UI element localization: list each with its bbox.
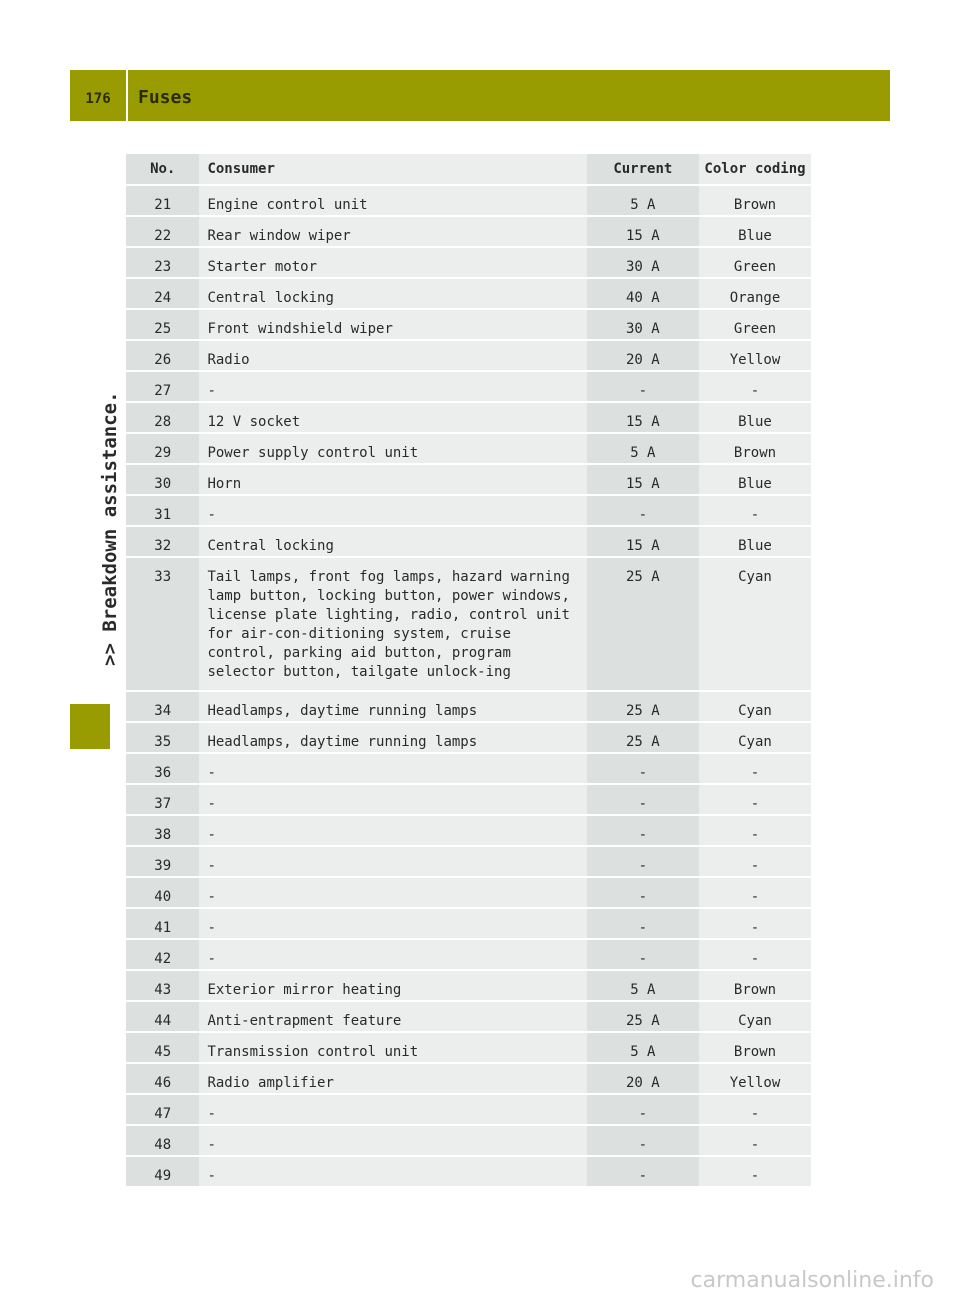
cell-color-coding: - [699,909,811,940]
cell-consumer: Central locking [199,279,586,310]
cell-fuse-number: 48 [126,1126,199,1157]
cell-consumer: Engine control unit [199,186,586,217]
cell-consumer: Starter motor [199,248,586,279]
cell-fuse-number: 32 [126,527,199,558]
cell-current: - [587,909,699,940]
cell-current: 30 A [587,248,699,279]
cell-current: 5 A [587,434,699,465]
cell-color-coding: - [699,940,811,971]
cell-current: - [587,940,699,971]
page-number: 176 [85,90,111,107]
cell-consumer: - [199,940,586,971]
cell-current: - [587,754,699,785]
table-row [126,723,811,754]
cell-current: 15 A [587,527,699,558]
cell-fuse-number: 39 [126,847,199,878]
cell-fuse-number: 29 [126,434,199,465]
side-tab-label: >> Breakdown assistance. [99,391,121,666]
cell-fuse-number: 45 [126,1033,199,1064]
cell-consumer: - [199,1095,586,1126]
cell-color-coding: Orange [699,279,811,310]
cell-color-coding: Brown [699,971,811,1002]
cell-color-coding: - [699,1095,811,1126]
cell-fuse-number: 41 [126,909,199,940]
cell-fuse-number: 46 [126,1064,199,1095]
cell-fuse-number: 38 [126,816,199,847]
table-row [126,465,811,496]
cell-fuse-number: 40 [126,878,199,909]
cell-current: - [587,496,699,527]
cell-color-coding: - [699,878,811,909]
cell-fuse-number: 37 [126,785,199,816]
cell-fuse-number: 21 [126,186,199,217]
cell-color-coding: Brown [699,186,811,217]
table-row [126,310,811,341]
table-row [126,847,811,878]
fuse-table [126,154,811,1188]
table-row [126,434,811,465]
table-row [126,692,811,723]
cell-consumer: - [199,847,586,878]
cell-consumer: - [199,754,586,785]
table-row [126,496,811,527]
cell-consumer: Tail lamps, front fog lamps, hazard warning lamp button, locking button, power windows, license plate lighting, radio, control unit for air-con-ditioning system, cruise control, parking aid button, program selector button, tailgate unlock-ing [199,558,586,692]
table-header-row [126,154,811,186]
cell-consumer: - [199,909,586,940]
table-row [126,909,811,940]
table-row [126,217,811,248]
cell-fuse-number: 22 [126,217,199,248]
cell-current: 25 A [587,1002,699,1033]
cell-fuse-number: 44 [126,1002,199,1033]
cell-color-coding: - [699,847,811,878]
cell-current: 25 A [587,723,699,754]
cell-fuse-number: 30 [126,465,199,496]
cell-color-coding: - [699,1126,811,1157]
cell-color-coding: Blue [699,527,811,558]
cell-fuse-number: 33 [126,558,199,692]
cell-fuse-number: 36 [126,754,199,785]
cell-fuse-number: 43 [126,971,199,1002]
cell-consumer: - [199,816,586,847]
cell-current: 5 A [587,1033,699,1064]
cell-color-coding: Cyan [699,558,811,692]
table-row [126,279,811,310]
cell-consumer: Headlamps, daytime running lamps [199,723,586,754]
cell-current: 30 A [587,310,699,341]
cell-fuse-number: 26 [126,341,199,372]
cell-consumer: Rear window wiper [199,217,586,248]
cell-fuse-number: 49 [126,1157,199,1188]
table-row [126,372,811,403]
table-row [126,754,811,785]
cell-consumer: Exterior mirror heating [199,971,586,1002]
table-row [126,878,811,909]
cell-current: 20 A [587,341,699,372]
cell-fuse-number: 25 [126,310,199,341]
cell-current: - [587,878,699,909]
cell-current: 15 A [587,465,699,496]
cell-color-coding: Cyan [699,692,811,723]
cell-current: 25 A [587,692,699,723]
cell-current: - [587,372,699,403]
watermark: carmanualsonline.info [690,1268,934,1293]
cell-current: 15 A [587,403,699,434]
table-row [126,1126,811,1157]
cell-color-coding: - [699,372,811,403]
cell-color-coding: Cyan [699,1002,811,1033]
cell-color-coding: Yellow [699,341,811,372]
cell-color-coding: - [699,785,811,816]
cell-color-coding: - [699,816,811,847]
table-row [126,1095,811,1126]
table-row [126,971,811,1002]
cell-current: - [587,1095,699,1126]
table-row [126,940,811,971]
cell-consumer: - [199,1157,586,1188]
cell-color-coding: Green [699,248,811,279]
cell-consumer: - [199,878,586,909]
cell-color-coding: Brown [699,1033,811,1064]
table-row [126,1002,811,1033]
cell-consumer: Transmission control unit [199,1033,586,1064]
cell-consumer: - [199,372,586,403]
cell-fuse-number: 23 [126,248,199,279]
side-tab-marker [70,704,110,749]
cell-consumer: - [199,496,586,527]
cell-color-coding: Blue [699,465,811,496]
cell-color-coding: Yellow [699,1064,811,1095]
cell-color-coding: Cyan [699,723,811,754]
cell-current: 15 A [587,217,699,248]
cell-consumer: - [199,1126,586,1157]
table-row [126,403,811,434]
cell-consumer: Radio amplifier [199,1064,586,1095]
cell-consumer: Headlamps, daytime running lamps [199,692,586,723]
cell-consumer: Horn [199,465,586,496]
cell-consumer: Power supply control unit [199,434,586,465]
column-header-consumer: Consumer [199,154,586,186]
cell-consumer: Front windshield wiper [199,310,586,341]
cell-current: - [587,816,699,847]
cell-current: 5 A [587,971,699,1002]
cell-consumer: Anti-entrapment feature [199,1002,586,1033]
cell-color-coding: - [699,1157,811,1188]
cell-fuse-number: 27 [126,372,199,403]
table-row [126,1033,811,1064]
cell-fuse-number: 42 [126,940,199,971]
table-row [126,558,811,692]
cell-color-coding: Brown [699,434,811,465]
section-title: Fuses [138,87,193,108]
cell-current: 20 A [587,1064,699,1095]
cell-fuse-number: 28 [126,403,199,434]
cell-color-coding: Green [699,310,811,341]
cell-color-coding: - [699,496,811,527]
table-row [126,816,811,847]
table-row [126,186,811,217]
column-header-current: Current [587,154,699,186]
cell-current: 40 A [587,279,699,310]
table-row [126,248,811,279]
header-divider [126,70,128,121]
cell-current: - [587,1157,699,1188]
cell-color-coding: Blue [699,403,811,434]
cell-consumer: 12 V socket [199,403,586,434]
cell-consumer: Radio [199,341,586,372]
cell-current: 5 A [587,186,699,217]
column-header-no: No. [126,154,199,186]
header-bar [70,70,890,121]
cell-consumer: - [199,785,586,816]
cell-fuse-number: 31 [126,496,199,527]
cell-current: 25 A [587,558,699,692]
cell-fuse-number: 34 [126,692,199,723]
table-row [126,785,811,816]
fuse-table-body [126,186,811,1188]
table-row [126,1064,811,1095]
cell-current: - [587,785,699,816]
table-row [126,341,811,372]
cell-current: - [587,847,699,878]
cell-color-coding: Blue [699,217,811,248]
cell-color-coding: - [699,754,811,785]
table-row [126,1157,811,1188]
cell-fuse-number: 35 [126,723,199,754]
table-row [126,527,811,558]
column-header-color-coding: Color coding [699,154,811,186]
cell-fuse-number: 47 [126,1095,199,1126]
cell-current: - [587,1126,699,1157]
cell-fuse-number: 24 [126,279,199,310]
cell-consumer: Central locking [199,527,586,558]
